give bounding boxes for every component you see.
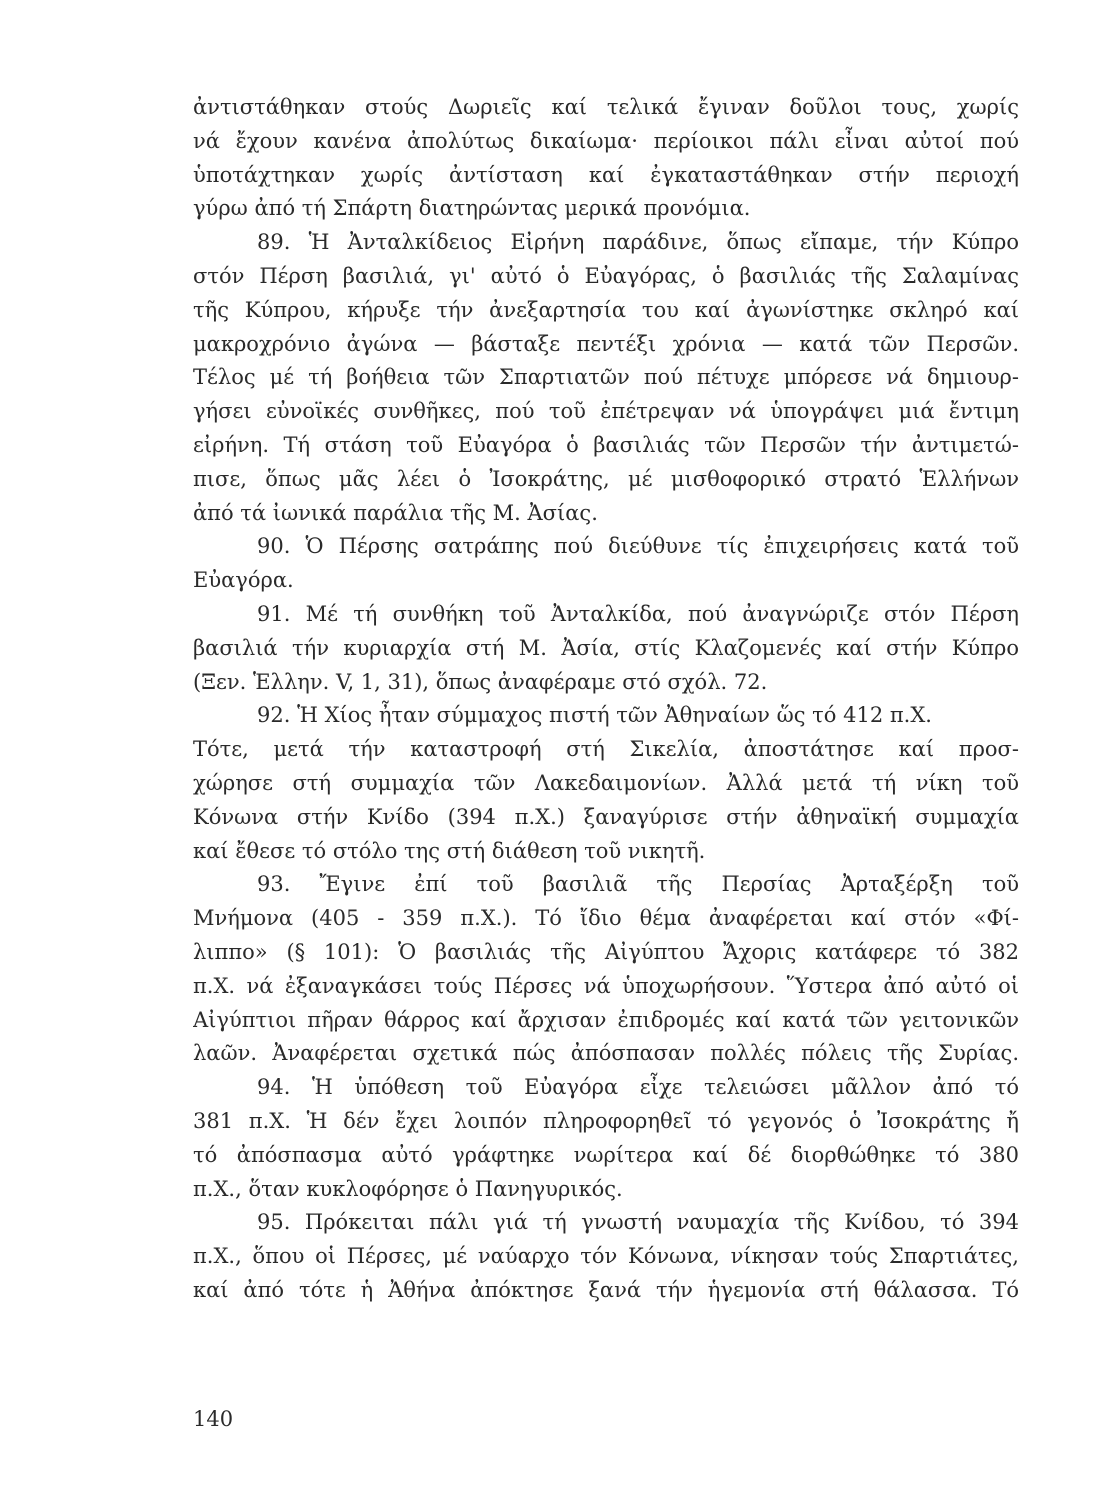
text-line: (Ξεν. Ἑλλην. V, 1, 31), ὅπως ἀναφέραμε στό σχόλ. 72. [193, 669, 768, 694]
text-line: καί ἔθεσε τό στόλο της στή διάθεση τοῦ νικητῆ. [193, 838, 706, 863]
text-line: νά ἔχουν κανένα ἀπολύτως δικαίωμα· περίοικοι πάλι εἶναι αὐτοί πού [193, 128, 1019, 153]
note-95-start: 95. Πρόκειται πάλι γιά τή γνωστή ναυμαχία τῆς Κνίδου, τό 394 [257, 1210, 1019, 1235]
text-line: λαῶν. Ἀναφέρεται σχετικά πώς ἀπόσπασαν πολλές πόλεις τῆς Συρίας. [193, 1041, 1019, 1066]
text-line: Τέλος μέ τή βοήθεια τῶν Σπαρτιατῶν πού πέτυχε μπόρεσε νά δημιουρ- [193, 365, 1019, 390]
note-93-start: 93. Ἔγινε ἐπί τοῦ βασιλιᾶ τῆς Περσίας Ἀρταξέρξη τοῦ [257, 872, 1019, 897]
text-line: καί ἀπό τότε ἡ Ἀθήνα ἀπόκτησε ξανά τήν ἡγεμονία στή θάλασσα. Τό [193, 1277, 1019, 1302]
text-line: στόν Πέρση βασιλιά, γι' αὐτό ὁ Εὐαγόρας, ὁ βασιλιάς τῆς Σαλαμίνας [193, 263, 1019, 288]
text-line: Αἰγύπτιοι πῆραν θάρρος καί ἄρχισαν ἐπιδρομές καί κατά τῶν γειτονικῶν [193, 1007, 1019, 1032]
text-line: μακροχρόνιο ἀγώνα — βάσταξε πεντέξι χρόνια — κατά τῶν Περσῶν. [193, 331, 1019, 356]
text-line: λιππο» (§ 101): Ὁ βασιλιάς τῆς Αἰγύπτου Ἄχορις κατάφερε τό 382 [193, 939, 1019, 964]
note-91-start: 91. Μέ τή συνθήκη τοῦ Ἀνταλκίδα, πού ἀναγνώριζε στόν Πέρση [257, 601, 1019, 626]
text-line: Τότε, μετά τήν καταστροφή στή Σικελία, ἀποστάτησε καί προσ- [193, 737, 1019, 762]
text-line: 381 π.Χ. Ἡ δέν ἔχει λοιπόν πληροφορηθεῖ τό γεγονός ὁ Ἰσοκράτης ἤ [193, 1108, 1019, 1133]
text-line: τῆς Κύπρου, κήρυξε τήν ἀνεξαρτησία του καί ἀγωνίστηκε σκληρό καί [193, 297, 1019, 322]
note-94-start: 94. Ἡ ὑπόθεση τοῦ Εὐαγόρα εἶχε τελειώσει μᾶλλον ἀπό τό [257, 1075, 1019, 1100]
text-line: π.Χ., ὅπου οἱ Πέρσες, μέ ναύαρχο τόν Κόνωνα, νίκησαν τούς Σπαρτιάτες, [193, 1244, 1019, 1269]
text-line: γύρω ἀπό τή Σπάρτη διατηρώντας μερικά προνόμια. [193, 196, 751, 221]
page-number: 140 [193, 1407, 234, 1431]
text-line: πισε, ὅπως μᾶς λέει ὁ Ἰσοκράτης, μέ μισθοφορικό στρατό Ἑλλήνων [193, 466, 1019, 491]
note-92-start: 92. Ἡ Χίος ἦταν σύμμαχος πιστή τῶν Ἀθηναίων ὥς τό 412 π.Χ. [257, 703, 932, 728]
text-line: π.Χ. νά ἐξαναγκάσει τούς Πέρσες νά ὑποχωρήσουν. Ὕστερα ἀπό αὐτό οἱ [193, 973, 1019, 998]
text-line: ἀντιστάθηκαν στούς Δωριεῖς καί τελικά ἔγιναν δοῦλοι τους, χωρίς [193, 95, 1019, 119]
text-line: τό ἀπόσπασμα αὐτό γράφτηκε νωρίτερα καί δέ διορθώθηκε τό 380 [193, 1142, 1019, 1167]
text-line: Κόνωνα στήν Κνίδο (394 π.Χ.) ξαναγύρισε στήν ἀθηναϊκή συμμαχία [193, 804, 1019, 829]
text-line: π.Χ., ὅταν κυκλοφόρησε ὁ Πανηγυρικός. [193, 1176, 623, 1201]
text-line: Εὐαγόρα. [193, 568, 294, 593]
body-text [193, 91, 1019, 1308]
text-line: ἀπό τά ἰωνικά παράλια τῆς Μ. Ἀσίας. [193, 500, 598, 525]
text-line: βασιλιά τήν κυριαρχία στή Μ. Ἀσία, στίς Κλαζομενές καί στήν Κύπρο [193, 635, 1019, 660]
text-line: Μνήμονα (405 - 359 π.Χ.). Τό ἴδιο θέμα ἀναφέρεται καί στόν «Φί- [193, 906, 1019, 931]
text-line: γήσει εὐνοϊκές συνθῆκες, πού τοῦ ἐπέτρεψαν νά ὑπογράψει μιά ἔντιμη [193, 399, 1019, 424]
text-line: εἰρήνη. Τή στάση τοῦ Εὐαγόρα ὁ βασιλιάς τῶν Περσῶν τήν ἀντιμετώ- [193, 432, 1019, 457]
text-line: χώρησε στή συμμαχία τῶν Λακεδαιμονίων. Ἀλλά μετά τή νίκη τοῦ [193, 770, 1019, 795]
note-89-start: 89. Ἡ Ἀνταλκίδειος Εἰρήνη παράδινε, ὅπως εἴπαμε, τήν Κύπρο [257, 230, 1019, 255]
note-90-start: 90. Ὁ Πέρσης σατράπης πού διεύθυνε τίς ἐπιχειρήσεις κατά τοῦ [257, 534, 1019, 559]
text-line: ὑποτάχτηκαν χωρίς ἀντίσταση καί ἐγκαταστάθηκαν στήν περιοχή [193, 162, 1019, 187]
